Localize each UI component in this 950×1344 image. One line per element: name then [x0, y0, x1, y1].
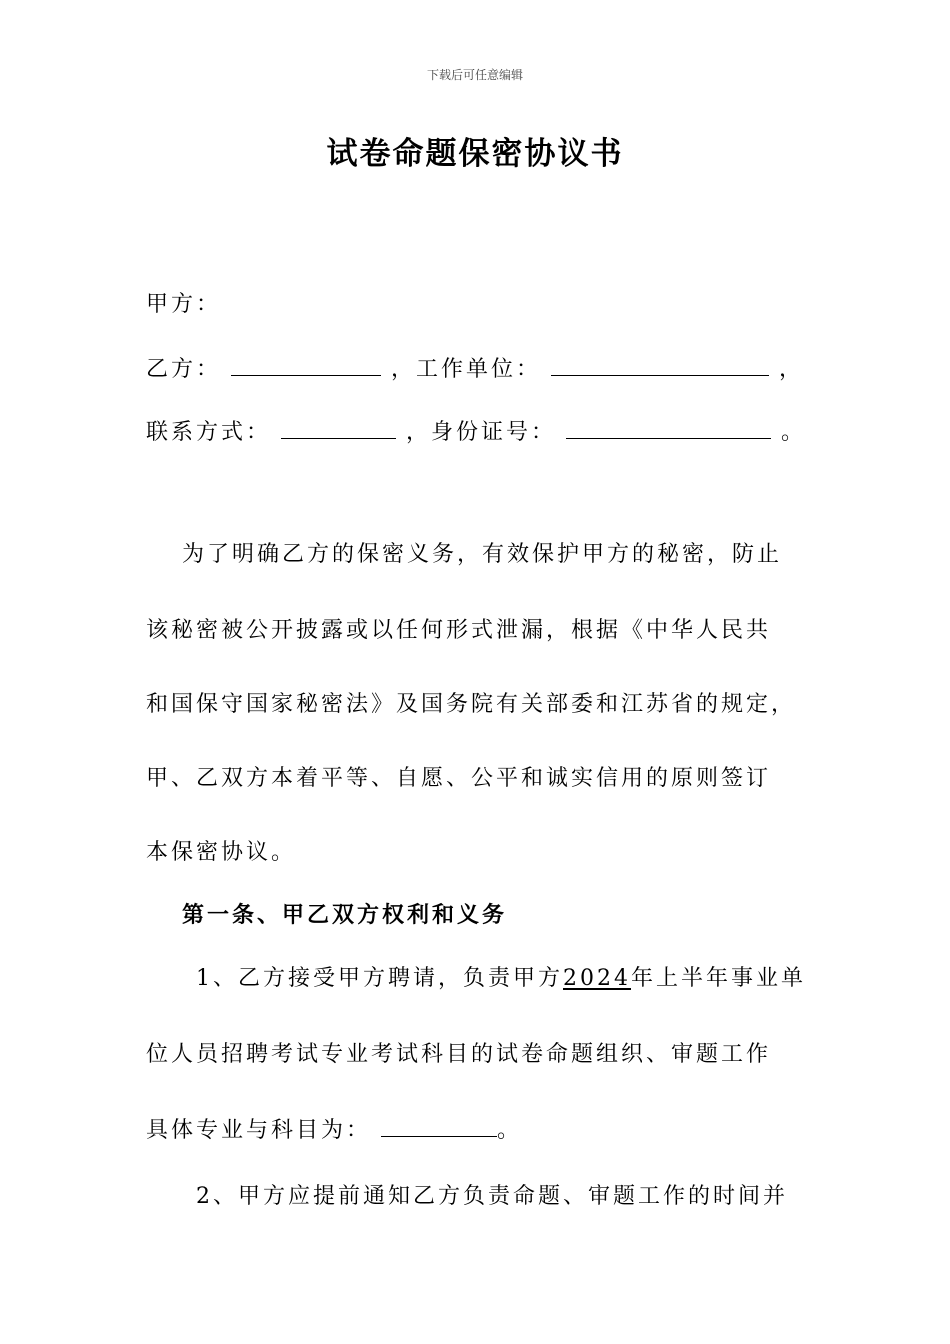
preamble-line: 该秘密被公开披露或以任何形式泄漏，根据《中华人民共 [146, 618, 772, 643]
name-field[interactable] [231, 353, 381, 376]
clause-1-line: 位人员招聘考试专业考试科目的试卷命题组织、审题工作 [146, 1042, 772, 1067]
subject-label: 具体专业与科目为： [146, 1118, 372, 1143]
preamble-line: 和国保守国家秘密法》及国务院有关部委和江苏省的规定， [146, 692, 797, 717]
header-note: 下载后可任意编辑 [426, 68, 523, 82]
subject-field[interactable] [381, 1114, 497, 1137]
workplace-label: ，工作单位： [391, 357, 542, 382]
party-b-line [146, 353, 804, 385]
preamble-line: 为了明确乙方的保密义务，有效保护甲方的秘密，防止 [182, 542, 783, 567]
party-b-end: ， [779, 357, 805, 382]
clause-2-line: 2、甲方应提前通知乙方负责命题、审题工作的时间并 [196, 1184, 788, 1209]
article-heading: 第一条、甲乙双方权利和义务 [182, 902, 508, 928]
preamble-line: 本保密协议。 [146, 840, 297, 865]
party-a-line: 甲方： [146, 292, 222, 317]
contact-end: 。 [781, 420, 807, 445]
id-number-field[interactable] [566, 416, 771, 439]
contact-label: 联系方式： [146, 420, 272, 445]
contact-field[interactable] [281, 416, 396, 439]
clause-1-line [196, 964, 806, 994]
party-b-label: 乙方： [146, 357, 222, 382]
contact-line [146, 416, 806, 448]
clause-1-text: 1、乙方接受甲方聘请，负责甲方 [196, 966, 563, 991]
clause-1-line [146, 1114, 522, 1146]
workplace-field[interactable] [551, 353, 769, 376]
id-number-label: ，身份证号： [406, 420, 557, 445]
year-value: 2024 [563, 966, 631, 991]
page-title: 试卷命题保密协议书 [326, 136, 624, 172]
preamble-line: 甲、乙双方本着平等、自愿、公平和诚实信用的原则签订 [146, 766, 772, 791]
clause-1-end: 。 [497, 1118, 523, 1143]
clause-1-text-end: 年上半年事业单 [631, 966, 807, 991]
